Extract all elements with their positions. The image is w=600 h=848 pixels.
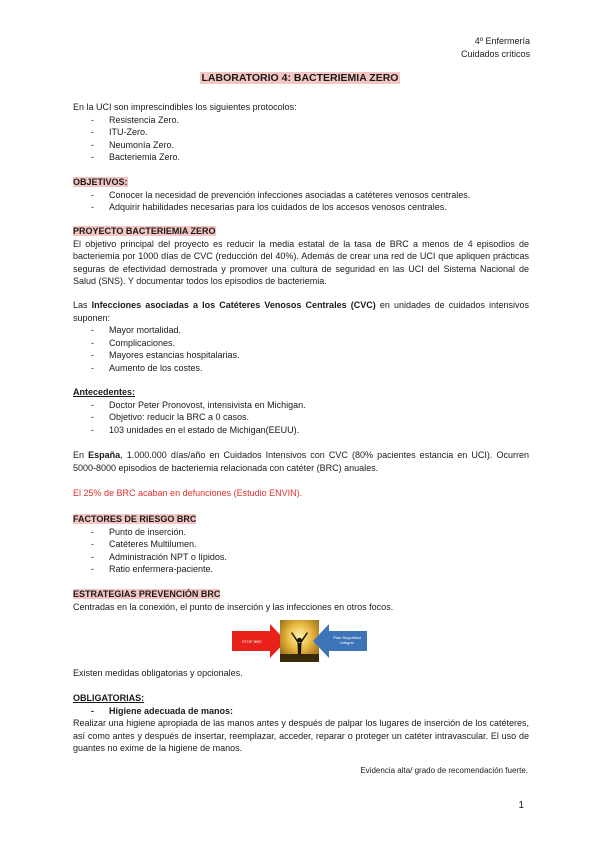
infecciones-text <box>73 299 529 324</box>
document-title-text: LABORATORIO 4: BACTERIEMIA ZERO <box>201 72 399 84</box>
objetivos-section <box>73 176 529 214</box>
obligatorias-text: Realizar una higiene apropiada de las manos antes y después de palpar los lugares de inserción de los catéteres, así como antes y después de insertar, reemplazar, acceder, reparar o proteger un catéter intravascular. El uso de guantes no exime de la higiene de manos. <box>73 718 529 754</box>
list-item: - Neumonía Zero. <box>73 139 529 152</box>
antecedentes-heading: Antecedentes: <box>73 387 136 397</box>
page-header <box>461 35 530 61</box>
estrategias-text: Centradas en la conexión, el punto de inserción y las infecciones en otros focos. <box>73 601 394 612</box>
obligatorias-section <box>73 692 529 755</box>
list-item: - 103 unidades en el estado de Michigan(EEUU). <box>73 424 529 437</box>
list-item: - Administración NPT o lípidos. <box>73 551 529 564</box>
page-number: 1 <box>518 800 524 811</box>
list-item: - Mayores estancias hospitalarias. <box>73 349 529 362</box>
defunciones-text: El 25% de BRC acaban en defunciones (Estudio ENVIN). <box>73 488 303 498</box>
proyecto-section <box>73 225 529 288</box>
intro-text: En la UCI son imprescindibles los siguientes protocolos: <box>73 102 297 112</box>
espana-section <box>73 449 529 474</box>
infecciones-post: en unidades de cuidados intensivos suponen: <box>73 300 529 323</box>
list-item: - Doctor Peter Pronovost, intensivista en Michigan. <box>73 399 529 412</box>
espana-bold: España <box>88 450 121 460</box>
medidas-section <box>73 667 529 680</box>
obligatorias-list <box>73 705 529 718</box>
defunciones-section <box>73 487 529 500</box>
espana-text <box>73 449 529 474</box>
evidence-note: Evidencia alta/ grado de recomendación fuerte. <box>360 766 528 775</box>
list-item: - Resistencia Zero. <box>73 114 529 127</box>
estrategias-heading: ESTRATEGIAS PREVENCIÓN BRC <box>73 589 221 599</box>
list-item: - Objetivo: reducir la BRC a 0 casos. <box>73 411 529 424</box>
plan-seguridad-label: Plan Seguridad Integral <box>333 635 361 645</box>
list-item: - Conocer la necesidad de prevención infecciones asociadas a catéteres venosos centrales. <box>73 189 529 202</box>
espana-post: , 1.000.000 días/año en Cuidados Intensivos con CVC (80% pacientes estancia en UCI). Ocurren 5000-8000 episodios de bacteriemia relacionada con catéter (BRC) anuales. <box>73 450 529 473</box>
medidas-text: Existen medidas obligatorias y opcionales. <box>73 668 243 678</box>
stop-brc-label: STOP BRC <box>241 639 263 644</box>
objetivos-heading: OBJETIVOS: <box>73 177 128 187</box>
header-course: 4º Enfermería <box>474 36 530 46</box>
proyecto-text: El objetivo principal del proyecto es reducir la media estatal de la tasa de BRC a menos de 4 episodios de bacteriemia por 1000 días de CVC (reducción del 40%). Además de crear una red de UCI que apliquen prácticas seguras de efectividad demostrada y promover una cultura de seguridad en las UCI del Sistema Nacional de Salud (SNS). Y documentar todos los episodios de bacteriemia. <box>73 238 529 287</box>
header-subject: Cuidados críticos <box>460 49 530 59</box>
infecciones-pre: Las <box>73 300 92 310</box>
infecciones-section <box>73 299 529 375</box>
intro-section <box>73 101 529 164</box>
factores-list <box>73 526 529 576</box>
list-item: - Adquirir habilidades necesarias para los cuidados de los accesos venosos centrales. <box>73 201 529 214</box>
list-item: - Mayor mortalidad. <box>73 324 529 337</box>
objetivos-list <box>73 189 529 214</box>
factores-section <box>73 513 529 576</box>
list-item: - ITU-Zero. <box>73 126 529 139</box>
document-title <box>0 72 600 84</box>
protocol-list <box>73 114 529 164</box>
estrategias-section <box>73 588 529 613</box>
list-item: - Ratio enfermera-paciente. <box>73 563 529 576</box>
infecciones-bold: Infecciones asociadas a los Catéteres Venosos Centrales (CVC) <box>91 300 376 310</box>
list-item: - Aumento de los costes. <box>73 362 529 375</box>
infecciones-list <box>73 324 529 374</box>
list-item: - Complicaciones. <box>73 337 529 350</box>
antecedentes-section <box>73 386 529 436</box>
list-item: - Catéteres Multilumen. <box>73 538 529 551</box>
list-item: - Punto de inserción. <box>73 526 529 539</box>
strategy-figure <box>232 620 367 662</box>
factores-heading: FACTORES DE RIESGO BRC <box>73 514 197 524</box>
obligatorias-heading: OBLIGATORIAS: <box>73 693 145 703</box>
list-item: - Bacteriemia Zero. <box>73 151 529 164</box>
antecedentes-list <box>73 399 529 437</box>
proyecto-heading: PROYECTO BACTERIEMIA ZERO <box>73 226 216 236</box>
espana-pre: En <box>73 450 89 460</box>
list-item: - Higiene adecuada de manos: <box>73 705 529 718</box>
